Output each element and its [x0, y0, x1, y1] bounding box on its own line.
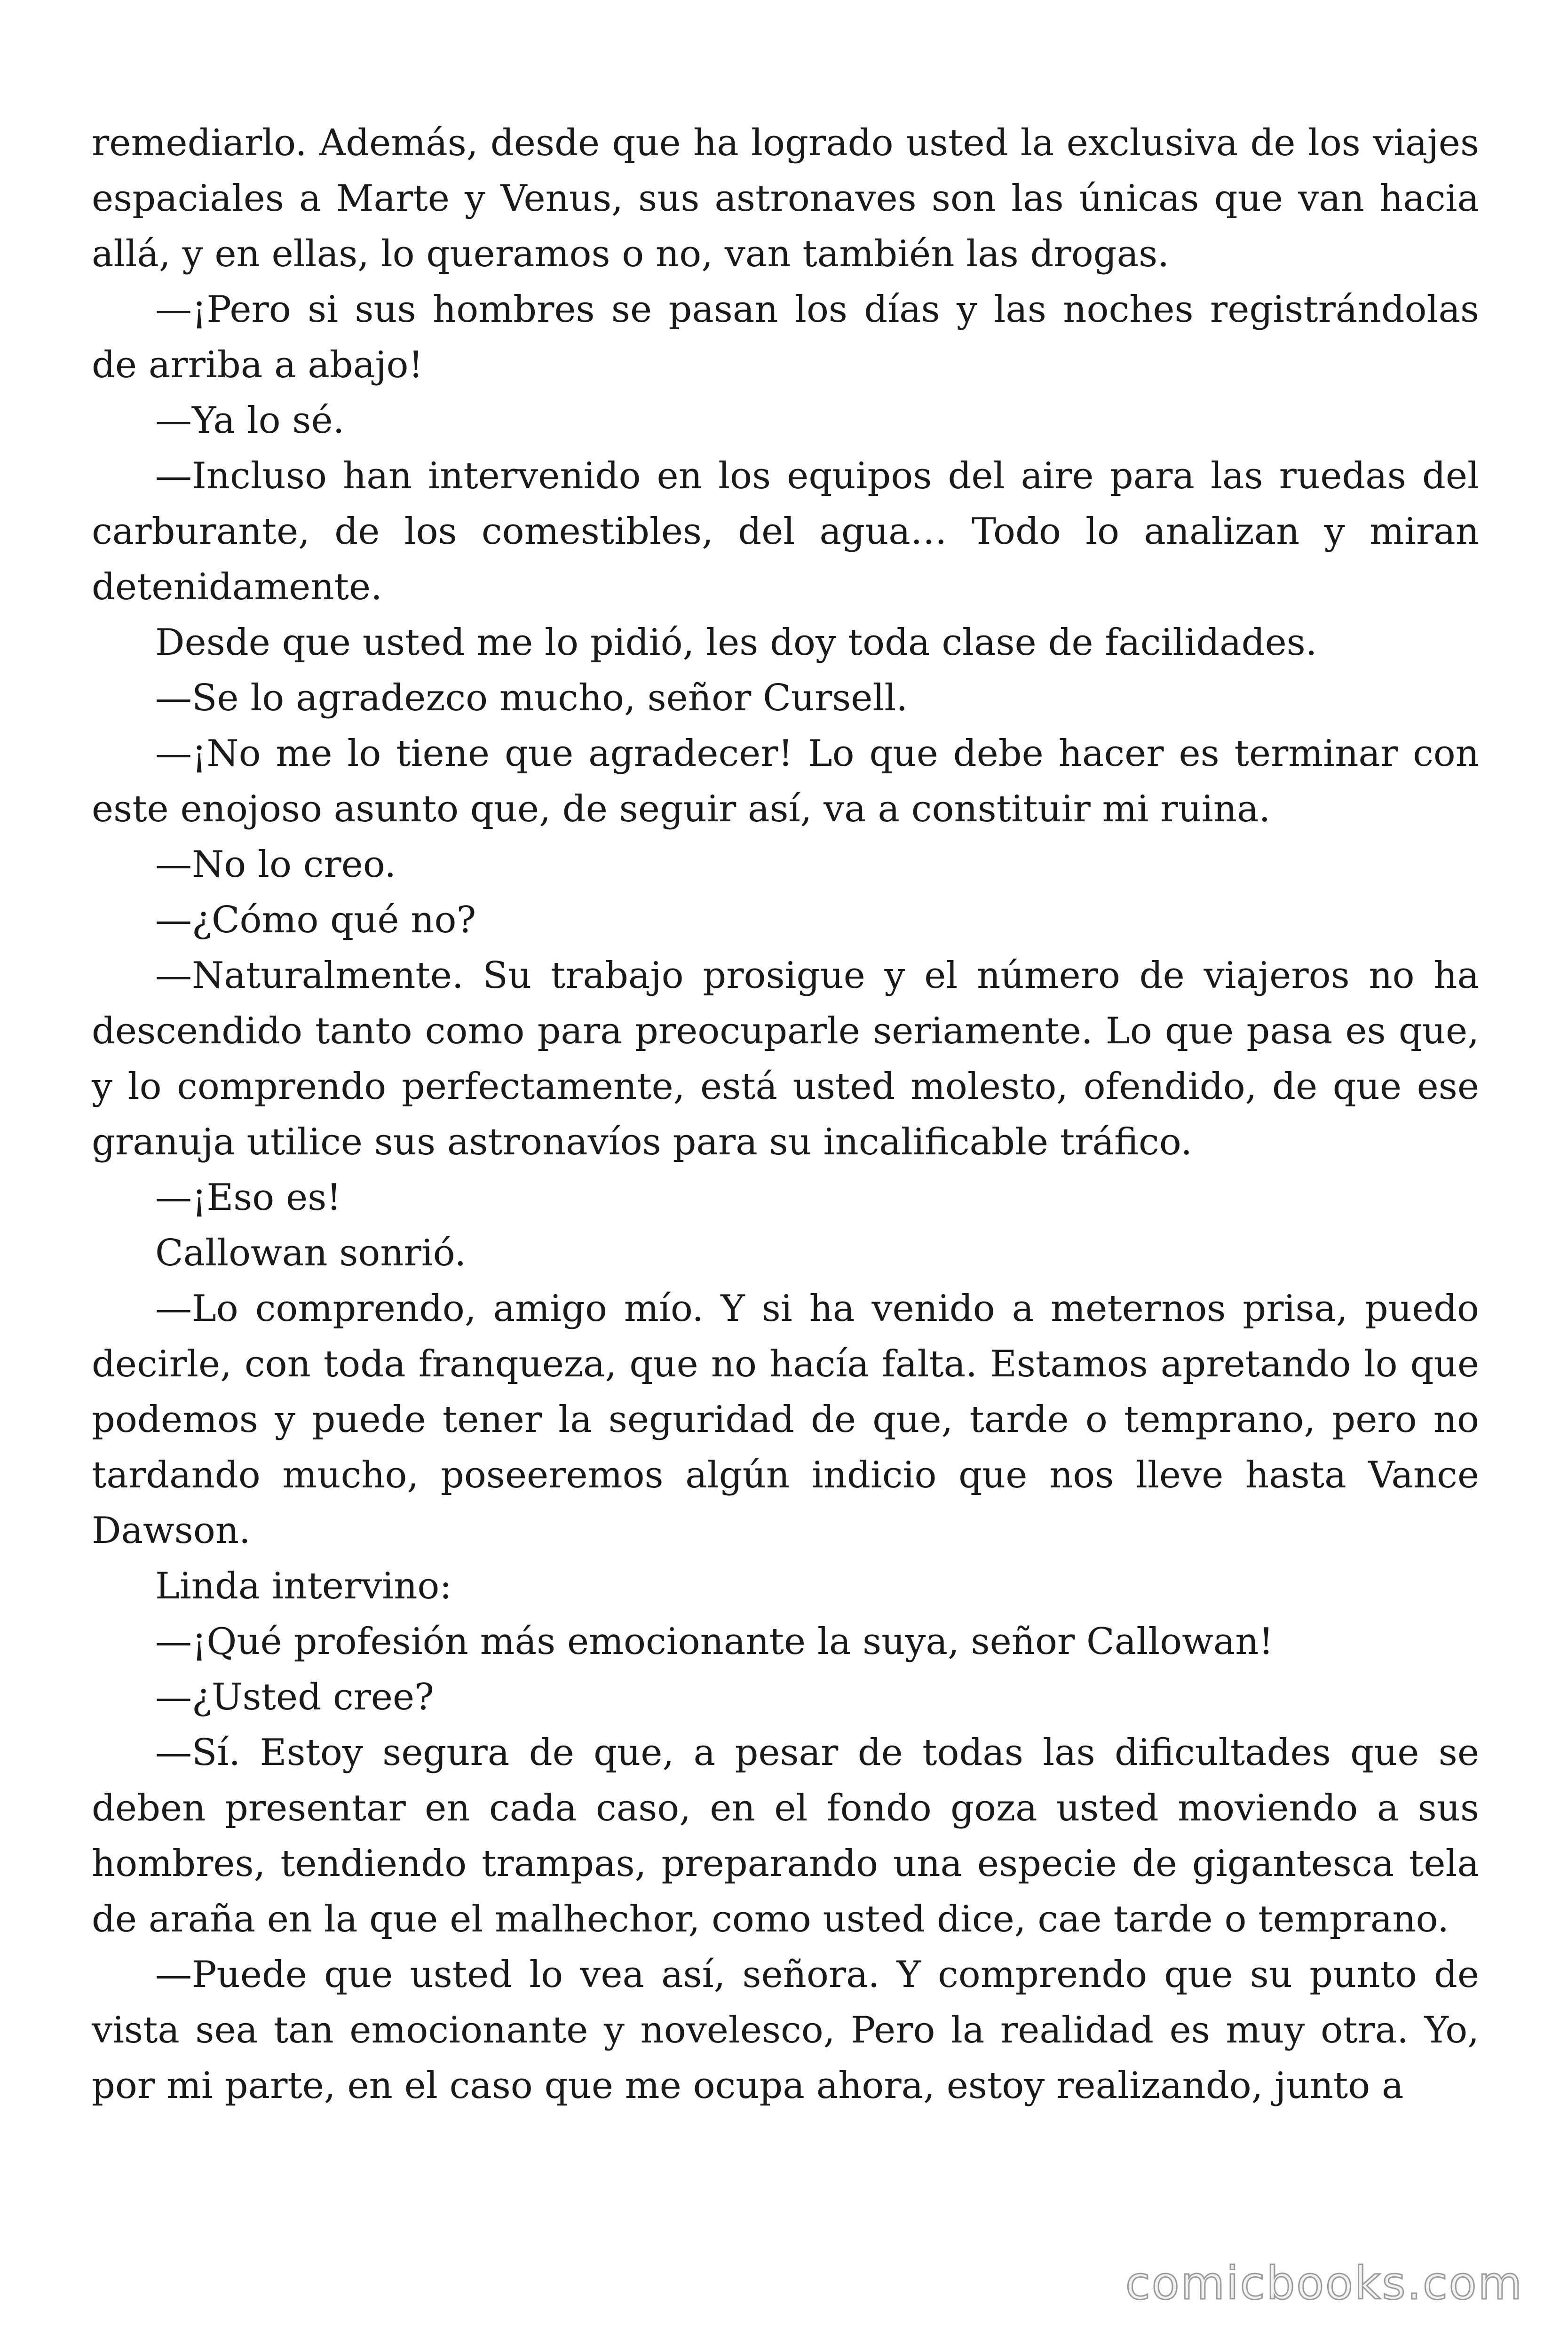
paragraph: Linda intervino: [155, 1565, 452, 1607]
paragraph: —Ya lo sé. [155, 399, 345, 442]
paragraph: —Se lo agradezco mucho, señor Cursell. [155, 677, 908, 719]
paragraph: remediarlo. Además, desde que ha logrado usted la exclusiva de los viajes espaciales a Marte y Venus, sus astronaves son las únicas que van hacia allá, y en ellas, lo queramos o no, van también las drogas. [92, 122, 1479, 275]
paragraph: —¡No me lo tiene que agradecer! Lo que debe hacer es terminar con este enojoso asunto que, de seguir así, va a constituir mi ruina. [92, 732, 1479, 830]
paragraph: —Puede que usted lo vea así, señora. Y comprendo que su punto de vista sea tan emocionante y novelesco, Pero la realidad es muy otra. Yo, por mi parte, en el caso que me ocupa ahora, estoy realizando, junto a [92, 1954, 1479, 2107]
paragraph: —¿Cómo qué no? [155, 899, 476, 941]
paragraph: —No lo creo. [155, 843, 396, 886]
paragraph: —¡Pero si sus hombres se pasan los días y las noches registrándolas de arriba a abajo! [92, 288, 1479, 386]
paragraph: —¿Usted cree? [155, 1676, 434, 1718]
paragraph: —¡Eso es! [155, 1176, 341, 1219]
paragraph: —Lo comprendo, amigo mío. Y si ha venido a meternos prisa, puedo decirle, con toda franqueza, que no hacía falta. Estamos apretando lo que podemos y puede tener la seguridad de que, tarde o temprano, pero no tardando mucho, poseeremos algún indicio que nos lleve hasta Vance Dawson. [92, 1287, 1479, 1552]
watermark: comicbooks.com [1125, 2257, 1523, 2310]
paragraph: —¡Qué profesión más emocionante la suya, señor Callowan! [155, 1621, 1274, 1663]
book-page-text [92, 115, 1479, 2114]
paragraph: —Incluso han intervenido en los equipos del aire para las ruedas del carburante, de los comestibles, del agua… Todo lo analizan y miran detenidamente. [92, 455, 1479, 608]
paragraph: —Sí. Estoy segura de que, a pesar de todas las dificultades que se deben presentar en cada caso, en el fondo goza usted moviendo a sus hombres, tendiendo trampas, preparando una especie de gigantesca tela de araña en la que el malhechor, como usted dice, cae tarde o temprano. [92, 1732, 1479, 1940]
paragraph: —Naturalmente. Su trabajo prosigue y el número de viajeros no ha descendido tanto como para preocuparle seriamente. Lo que pasa es que, y lo comprendo perfectamente, está usted molesto, ofendido, de que ese granuja utilice sus astronavíos para su incalificable tráfico. [92, 954, 1479, 1163]
paragraph: Callowan sonrió. [155, 1232, 467, 1274]
paragraph: Desde que usted me lo pidió, les doy toda clase de facilidades. [155, 621, 1317, 664]
